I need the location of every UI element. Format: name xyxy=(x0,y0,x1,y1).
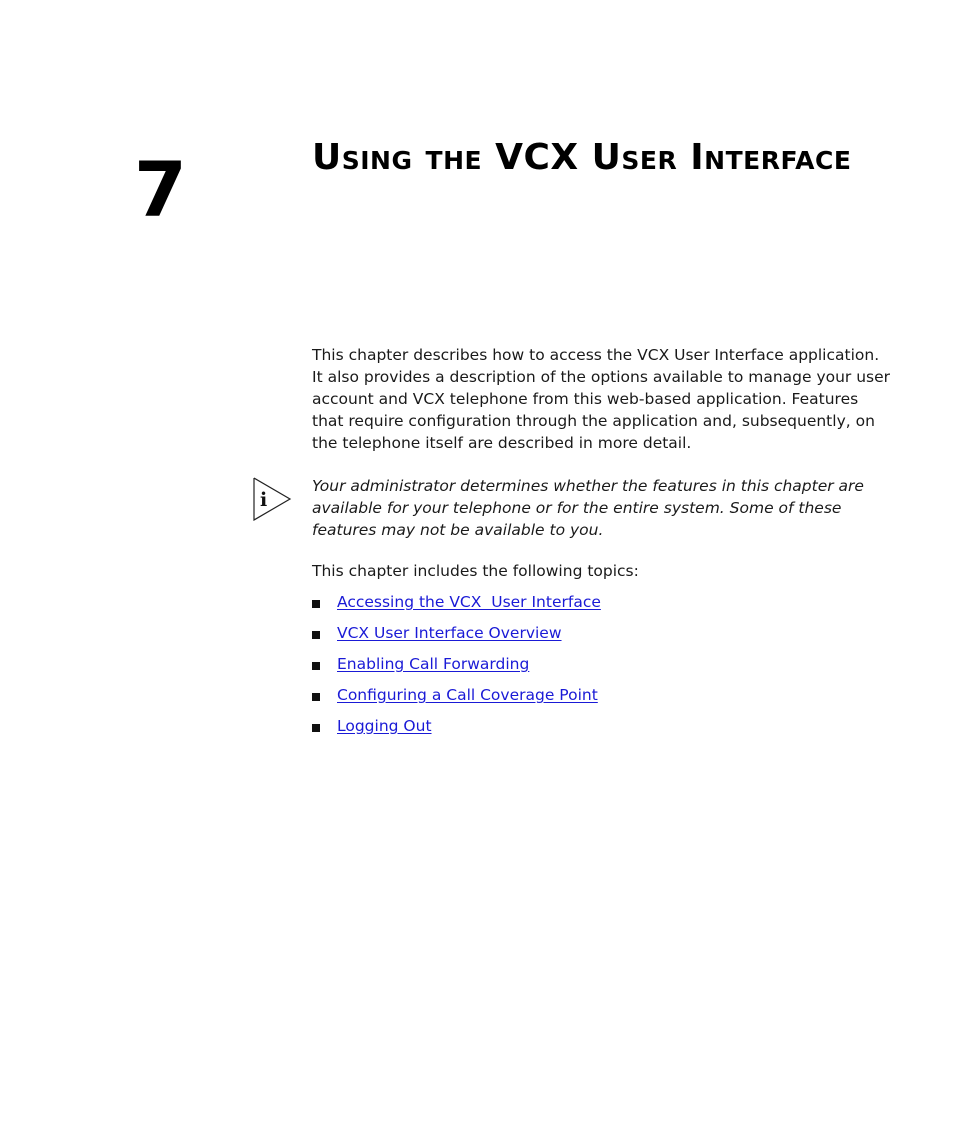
chapter-number: 7 xyxy=(134,145,187,234)
chapter-title: Using the VCX User Interface xyxy=(312,137,852,178)
svg-text:i: i xyxy=(260,489,268,511)
list-item xyxy=(312,591,601,622)
topics-lead: This chapter includes the following topics: xyxy=(312,562,639,580)
topic-list xyxy=(312,591,601,746)
topic-link-enabling-call-forwarding[interactable]: Enabling Call Forwarding xyxy=(337,655,530,673)
list-item xyxy=(312,715,601,746)
bullet-square-icon xyxy=(312,631,320,639)
topic-link-accessing-vcx-user-interface[interactable]: Accessing the VCX User Interface xyxy=(337,593,601,611)
bullet-square-icon xyxy=(312,693,320,701)
list-item xyxy=(312,684,601,715)
note-text: Your administrator determines whether the features in this chapter are available for your telephone or for the entire system. Some of these features may not be available to you. xyxy=(312,477,864,539)
list-item xyxy=(312,622,601,653)
list-item xyxy=(312,653,601,684)
bullet-square-icon xyxy=(312,662,320,670)
topic-link-configuring-call-coverage-point[interactable]: Configuring a Call Coverage Point xyxy=(337,686,598,704)
topic-link-vcx-user-interface-overview[interactable]: VCX User Interface Overview xyxy=(337,624,562,642)
chapter-intro-paragraph: This chapter describes how to access the VCX User Interface application. It also provides a description of the options available to manage your user account and VCX telephone from this web-based application. Features that require configuration through the application and, subsequently, on the telephone itself are described in more detail. xyxy=(312,346,891,452)
topic-link-logging-out[interactable]: Logging Out xyxy=(337,717,432,735)
bullet-square-icon xyxy=(312,600,320,608)
bullet-square-icon xyxy=(312,724,320,732)
info-icon xyxy=(251,476,293,522)
